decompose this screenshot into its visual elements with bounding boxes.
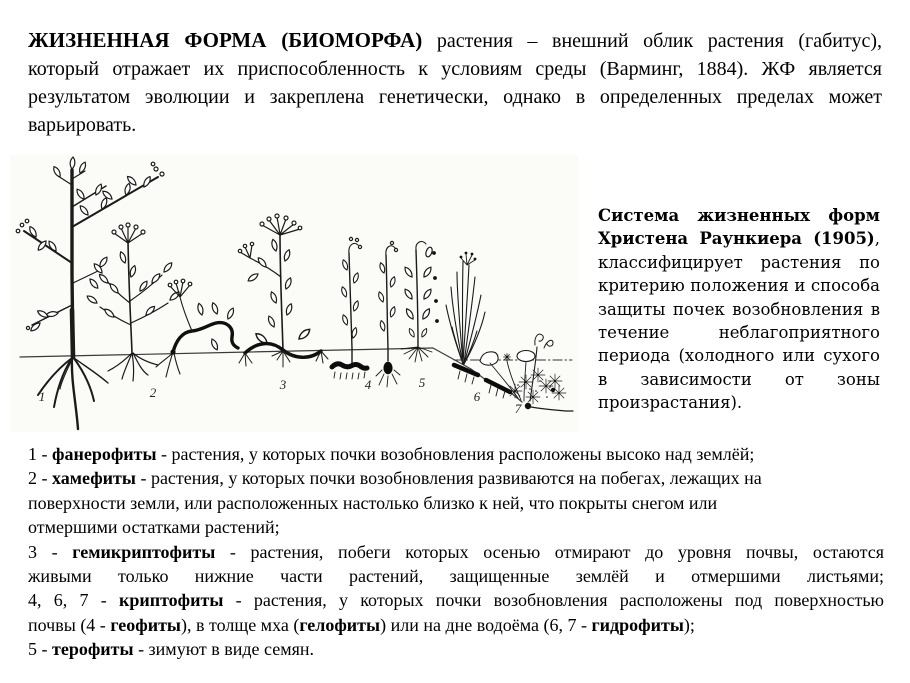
raunkiaer-system-note: Система жизненных форм Христена Раункиера (1905), классифицирует растения по критерию положения и способа защиты почек возобновления в течение неблагоприятного периода (холодного или сухого в зависимости от зоны произрастания). (598, 206, 880, 413)
plant-geophyte-bulb (376, 241, 400, 387)
legend-item-chamaephytes: 2 - хамефиты - растения, у которых почки возобновления развиваются на побегах, лежащих на поверхности земли, или расположенных настолько близко к ней, что покрыты снегом или отмершими остатками растений; (28, 468, 762, 538)
plant-therophyte (401, 242, 439, 362)
figure-number-4: 4 (364, 377, 372, 392)
figure-number-6: 6 (473, 389, 481, 404)
figure-number-7: 7 (514, 401, 522, 416)
plant-chamaephyte (86, 223, 181, 381)
life-forms-legend (28, 442, 884, 662)
legend-item-cryptophytes: 4, 6, 7 - криптофиты - растения, у которых почки возобновления расположены под поверхностью почвы (4 - геофиты), в толще мха (гелофиты) или на дне водоёма (6, 7 - гидрофиты); (28, 590, 884, 635)
plant-geophyte-rhizome (332, 237, 367, 379)
seed-dots (432, 251, 439, 323)
figure-number-5: 5 (418, 375, 426, 390)
definition-paragraph: ЖИЗНЕННАЯ ФОРМА (БИОМОРФА) растения – внешний облик растения (габитус), который отражает их приспособленность к условиям среды (Варминг, 1884). ЖФ является результатом эволюции и закреплена генетически, однако в определенных пределах может варьировать. (28, 28, 882, 136)
chamaephyte-creeping-shoot (156, 279, 238, 377)
legend-item-phanerophytes: 1 - фанерофиты - растения, у которых почки возобновления расположены высоко над землёй; (28, 444, 755, 464)
tree-roots (38, 357, 108, 429)
plant-hemicryptophyte (238, 214, 328, 367)
life-forms-figure (10, 155, 578, 432)
legend-item-therophytes: 5 - терофиты - зимуют в виде семян. (28, 639, 315, 660)
figure-number-1: 1 (38, 389, 46, 404)
life-forms-drawing (10, 155, 578, 432)
floating-leaves (480, 351, 535, 402)
figure-number-2: 2 (149, 385, 157, 400)
figure-numbers (39, 375, 522, 416)
legend-item-hemicryptophytes: 3 - гемикриптофиты - растения, побеги которых осенью отмирают до уровня почвы, остаются живыми только нижние части растений, защищенные землёй и отмершими листьями; (28, 541, 884, 587)
figure-number-3: 3 (279, 377, 287, 392)
